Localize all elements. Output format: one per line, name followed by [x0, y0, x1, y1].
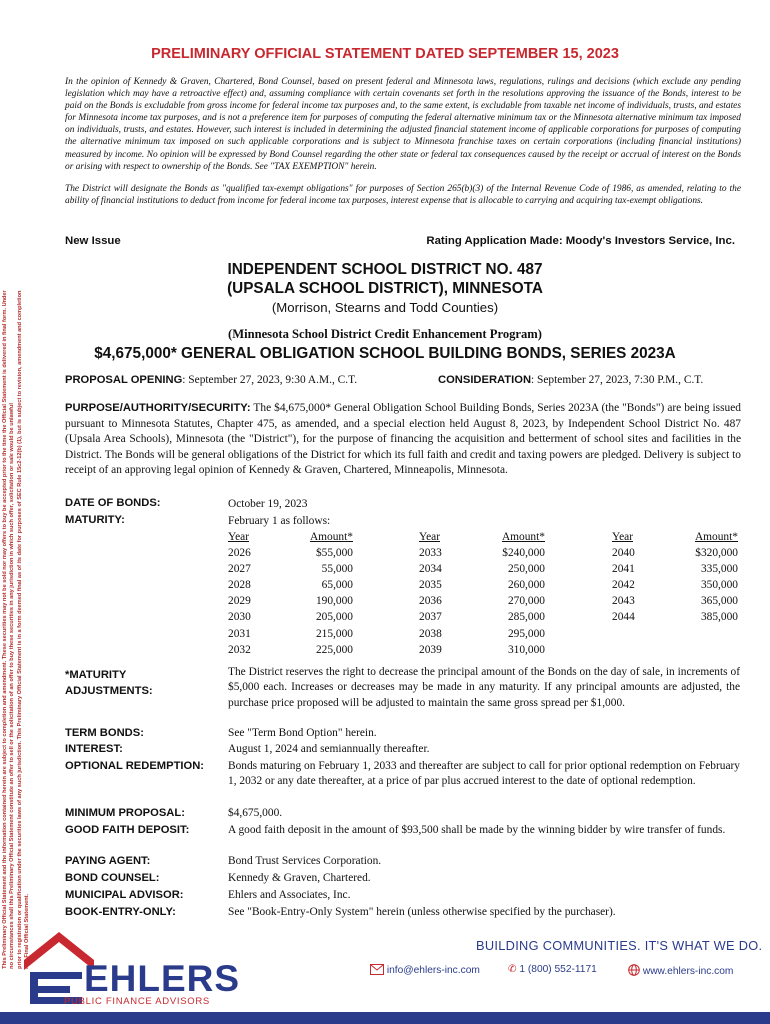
maturity-amount: 270,000 — [507, 595, 545, 608]
date-of-bonds-label: DATE OF BONDS: — [65, 497, 161, 509]
maturity-year: 2037 — [419, 611, 442, 624]
maturity-year: 2031 — [228, 627, 251, 640]
purpose-paragraph — [65, 401, 741, 479]
maturity-year: 2032 — [228, 643, 251, 656]
ehlers-logo — [24, 930, 264, 1010]
interest-value: August 1, 2024 and semiannually thereafter. — [228, 743, 430, 755]
web-text: www.ehlers-inc.com — [642, 966, 734, 977]
maturity-year: 2040 — [612, 547, 635, 560]
maturity-year: 2036 — [419, 595, 442, 608]
maturity-amount: 310,000 — [507, 643, 545, 656]
table-row — [419, 626, 545, 642]
bonds-title: $4,675,000* GENERAL OBLIGATION SCHOOL BUILDING BONDS, SERIES 2023A — [94, 345, 676, 362]
bond-counsel-value: Kennedy & Graven, Chartered. — [228, 872, 371, 884]
purpose-label: PURPOSE/AUTHORITY/SECURITY: — [65, 402, 251, 414]
maturity-label: MATURITY: — [65, 514, 125, 526]
program-line: (Minnesota School District Credit Enhancement Program) — [228, 327, 542, 341]
maturity-value: February 1 as follows: — [228, 515, 331, 527]
paying-agent-label: PAYING AGENT: — [65, 855, 151, 867]
optional-redemption-value: Bonds maturing on February 1, 2033 and thereafter are subject to call for prior optional redemption on February 1, 2032 or any date thereafter, at a price of par plus accrued interest to the date of optional redemption. — [228, 760, 740, 788]
maturity-adjustments-label-line1: *MATURITY — [65, 669, 127, 681]
district-title — [0, 260, 770, 298]
side-disclaimer-line: This Preliminary Official Statement and the information contained herein are subject to completion and amendment. These securities may not be sold nor may offers to buy be accepted prior to the time the Official Statement is delivered in final form. Under — [2, 290, 9, 969]
table-row — [612, 561, 738, 577]
paying-agent-value: Bond Trust Services Corporation. — [228, 855, 382, 867]
district-name: INDEPENDENT SCHOOL DISTRICT NO. 487 — [227, 261, 543, 278]
minimum-proposal-value: $4,675,000. — [228, 807, 283, 819]
maturity-year: 2033 — [419, 547, 442, 560]
table-row — [228, 593, 353, 609]
good-faith-deposit-label: GOOD FAITH DEPOSIT: — [65, 824, 190, 836]
table-header-row — [228, 529, 353, 545]
footer-color-bar — [0, 1012, 770, 1024]
maturity-amount: 215,000 — [315, 627, 353, 640]
table-row — [228, 642, 353, 658]
table-row — [419, 609, 545, 625]
maturity-year: 2043 — [612, 595, 635, 608]
maturity-year: 2035 — [419, 579, 442, 592]
book-entry-only-label: BOOK-ENTRY-ONLY: — [65, 906, 176, 918]
maturity-amount: 260,000 — [507, 579, 545, 592]
date-of-bonds-value: October 19, 2023 — [228, 498, 308, 510]
maturity-year: 2030 — [228, 611, 251, 624]
table-row — [419, 642, 545, 658]
proposal-opening-label: PROPOSAL OPENING — [65, 374, 183, 386]
term-bonds-value: See "Term Bond Option" herein. — [228, 727, 377, 739]
brand-subtitle: PUBLIC FINANCE ADVISORS — [64, 996, 210, 1007]
tagline: BUILDING COMMUNITIES. IT'S WHAT WE DO. — [476, 938, 763, 953]
municipal-advisor-label: MUNICIPAL ADVISOR: — [65, 889, 184, 901]
table-row — [419, 561, 545, 577]
side-disclaimer — [2, 69, 32, 969]
globe-icon — [628, 964, 640, 976]
issue-line — [65, 235, 741, 247]
optional-redemption-label: OPTIONAL REDEMPTION: — [65, 760, 205, 772]
purpose-text: The $4,675,000* General Obligation School Building Bonds, Series 2023A (the "Bonds") are being issued pursuant to Minnesota Statutes, Chapter 475, as amended, and a special election held August 8, 2023, by Independent School District No. 487 (Upsala Area Schools), Minnesota (the "District"), for the purpose of financing the acquisition and betterment of school sites and facilities in the District. The Bonds will be general obligations of the District for which its full faith and credit and taxing powers are pledged. Delivery is subject to receipt of an approving legal opinion of Kennedy & Graven, Chartered, Minneapolis, Minnesota. — [65, 402, 741, 476]
side-disclaimer-line: prior to registration or qualification under the securities laws of any such jurisdiction. This Preliminary Official Statement is in a form deemed final as of its date for purposes of SEC Rule 15c2-12(b) (1), but is subject to revision, amendment and completion — [17, 290, 23, 969]
email-contact[interactable] — [370, 964, 480, 976]
maturity-amount: 365,000 — [700, 595, 738, 608]
maturity-amount: 55,000 — [321, 563, 353, 576]
year-header: Year — [612, 531, 633, 543]
proposal-opening-value: : September 27, 2023, 9:30 A.M., C.T. — [182, 374, 358, 386]
amount-header: Amount* — [309, 531, 353, 543]
minimum-proposal-label: MINIMUM PROPOSAL: — [65, 807, 185, 819]
envelope-icon — [370, 964, 384, 975]
maturity-amount: 225,000 — [315, 643, 353, 656]
table-row — [228, 626, 353, 642]
amount-header: Amount* — [694, 531, 738, 543]
counties-line: (Morrison, Stearns and Todd Counties) — [271, 300, 499, 315]
consideration-label: CONSIDERATION — [438, 374, 532, 386]
table-row — [228, 609, 353, 625]
consideration-line — [438, 374, 703, 386]
year-header: Year — [228, 531, 249, 543]
rating-note: Rating Application Made: Moody's Investors Service, Inc. — [426, 235, 735, 247]
phone-text: 1 (800) 552-1171 — [519, 964, 597, 975]
table-row — [228, 577, 353, 593]
good-faith-deposit-value: A good faith deposit in the amount of $93,500 shall be made by the winning bidder by wire transfer of funds. — [228, 824, 726, 836]
table-row — [612, 609, 738, 625]
maturity-year: 2041 — [612, 563, 635, 576]
web-contact[interactable] — [628, 964, 733, 977]
side-disclaimer-line: in a Final Official Statement. — [24, 893, 31, 969]
maturity-year: 2039 — [419, 643, 442, 656]
table-row — [419, 577, 545, 593]
table-header-row — [612, 529, 738, 545]
new-issue-label: New Issue — [65, 235, 121, 247]
table-row — [612, 545, 738, 561]
maturity-year: 2042 — [612, 579, 635, 592]
maturity-adjustments-label-line2: ADJUSTMENTS: — [65, 685, 153, 697]
proposal-opening-line — [65, 374, 741, 386]
maturity-year: 2044 — [612, 611, 635, 624]
year-header: Year — [419, 531, 440, 543]
maturity-year: 2027 — [228, 563, 251, 576]
document-header: PRELIMINARY OFFICIAL STATEMENT DATED SEPTEMBER 15, 2023 — [151, 46, 619, 62]
term-bonds-label: TERM BONDS: — [65, 727, 144, 739]
table-row — [419, 593, 545, 609]
contact-bar — [370, 964, 740, 980]
phone-icon: ✆ — [508, 964, 517, 975]
maturity-year: 2034 — [419, 563, 442, 576]
maturity-amount: 205,000 — [315, 611, 353, 624]
phone-contact[interactable] — [508, 964, 597, 975]
maturity-amount: 295,000 — [507, 627, 545, 640]
maturity-amount: $55,000 — [315, 547, 353, 560]
table-row — [419, 545, 545, 561]
maturity-amount: $320,000 — [695, 547, 738, 560]
interest-label: INTEREST: — [65, 743, 123, 755]
tax-exempt-designation-paragraph: The District will designate the Bonds as "qualified tax-exempt obligations" for purposes of Section 265(b)(3) of the Internal Revenue Code of 1986, as amended, relating to the ability of financial institutions to deduct from income for federal income tax purposes, interest expense that is allocable to carrying and acquiring tax-exempt obligations. — [65, 184, 741, 207]
maturity-amount: $240,000 — [502, 547, 545, 560]
table-header-row — [419, 529, 545, 545]
maturity-adjustments-label — [65, 667, 153, 699]
amount-header: Amount* — [501, 531, 545, 543]
maturity-year: 2028 — [228, 579, 251, 592]
tax-opinion-paragraph: In the opinion of Kennedy & Graven, Chartered, Bond Counsel, based on present federal and Minnesota laws, regulations, rulings and decisions (which exclude any pending legislation which may have a retroactive effect) and, assuming compliance with certain covenants set forth in the resolutions approving the issuance of the Bonds, interest to be paid on the Bonds is excludable from gross income for federal income tax purposes and, to the same extent, is excludable from taxable net income of individuals, trusts, and estates for Minnesota income tax purposes, and is not a preference item for purposes of computing the federal alternative minimum tax or the Minnesota alternative minimum tax imposed on individuals, trusts, and estates. However, such interest is included in determining the adjusted financial statement income of applicable corporations for purposes of computing the alternative minimum tax imposed on such applicable corporations and is subject to Minnesota franchise taxes on certain corporations (including financial institutions) measured by income. No opinion will be expressed by Bond Counsel regarding the other state or federal tax consequences caused by the receipt or accrual of interest on the Bonds or arising with respect to ownership of the Bonds. See "TAX EXEMPTION" herein. — [65, 77, 741, 172]
maturity-amount: 285,000 — [507, 611, 545, 624]
maturity-amount: 190,000 — [315, 595, 353, 608]
municipal-advisor-value: Ehlers and Associates, Inc. — [228, 889, 351, 901]
maturity-amount: 65,000 — [321, 579, 353, 592]
maturity-amount: 385,000 — [700, 611, 738, 624]
table-row — [228, 561, 353, 577]
maturity-amount: 350,000 — [700, 579, 738, 592]
maturity-adjustments-value: The District reserves the right to decrease the principal amount of the Bonds on the day of sale, in increments of $5,000 each. Increases or decreases may be made in any maturity. If any principal amounts are adjusted, the purchase price proposed will be adjusted to maintain the same gross spread per $1,000. — [228, 666, 740, 709]
maturity-schedule-table — [612, 529, 738, 626]
side-disclaimer-line: no circumstances shall this Preliminary Official Statement constitute an offer to sell or the solicitation of an offer to buy these securities in any jurisdiction in which such offer, solicitation or sale would be unlawful — [9, 403, 16, 969]
email-text: info@ehlers-inc.com — [386, 965, 480, 976]
table-row — [228, 545, 353, 561]
maturity-year: 2029 — [228, 595, 251, 608]
book-entry-only-value: See "Book-Entry-Only System" herein (unless otherwise specified by the purchaser). — [228, 906, 616, 918]
district-alt-name: (UPSALA SCHOOL DISTRICT), MINNESOTA — [227, 280, 543, 297]
terms-section-lower — [65, 665, 741, 925]
bond-counsel-label: BOND COUNSEL: — [65, 872, 160, 884]
maturity-schedule-table — [419, 529, 545, 658]
maturity-schedule-table — [228, 529, 353, 658]
maturity-year: 2038 — [419, 627, 442, 640]
table-row — [612, 593, 738, 609]
maturity-year: 2026 — [228, 547, 251, 560]
brand-name: EHLERS — [84, 958, 241, 999]
consideration-value: : September 27, 2023, 7:30 P.M., C.T. — [531, 374, 704, 386]
table-row — [612, 577, 738, 593]
maturity-amount: 335,000 — [700, 563, 738, 576]
maturity-amount: 250,000 — [507, 563, 545, 576]
